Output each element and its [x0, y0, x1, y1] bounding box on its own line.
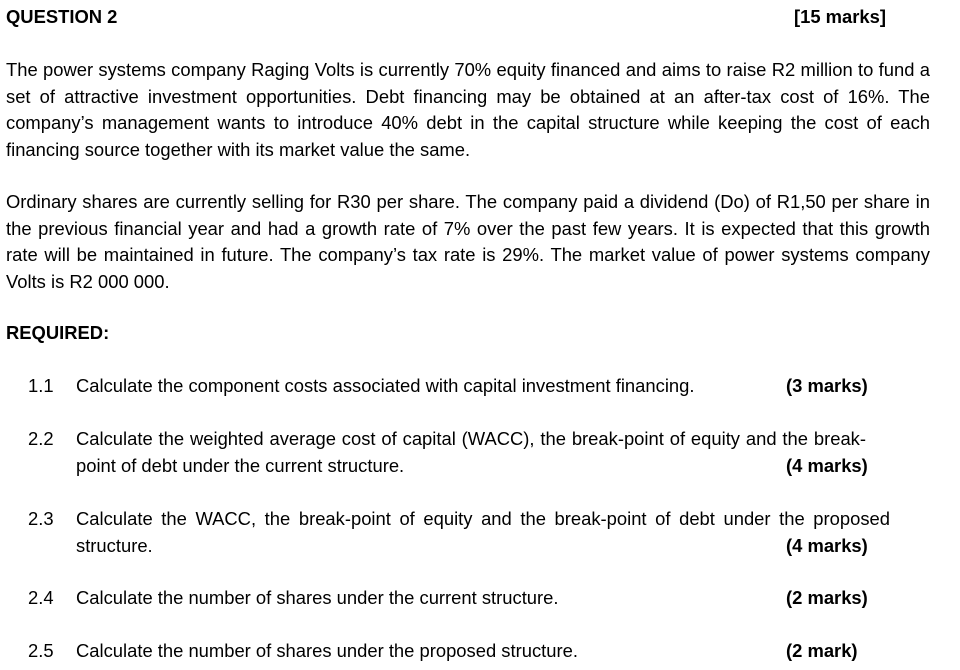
item-marks: (2 marks)	[786, 587, 868, 608]
item-marks: (3 marks)	[786, 375, 868, 396]
required-item-2-2	[28, 426, 890, 480]
scenario-paragraph-1: The power systems company Raging Volts is currently 70% equity financed and aims to raise R2 million to fund a set of attractive investment opportunities. Debt financing may be obtained at an after-tax cost of 16%. The company’s management wants to introduce 40% debt in the capital structure while keeping the cost of each financing source together with its market value the same.	[6, 59, 930, 160]
item-number: 2.2	[28, 428, 54, 449]
required-item-2-5	[28, 638, 890, 665]
required-item-1-1	[28, 373, 890, 400]
item-number: 2.3	[28, 508, 54, 529]
item-text: Calculate the WACC, the break-point of equity and the break-point of debt under the proposed structure.	[76, 508, 890, 556]
item-marks: (4 marks)	[786, 534, 868, 556]
item-text: Calculate the number of shares under the current structure.	[76, 587, 559, 608]
item-text: Calculate the number of shares under the proposed structure.	[76, 640, 578, 661]
required-item-2-3	[28, 506, 890, 560]
scenario-paragraph-2: Ordinary shares are currently selling for R30 per share. The company paid a dividend (Do) of R1,50 per share in the previous financial year and had a growth rate of 7% over the past few years. It is expected that this growth rate will be maintained in future. The company’s tax rate is 29%. The market value of power systems company Volts is R2 000 000.	[6, 191, 930, 292]
required-item-2-4	[28, 585, 890, 612]
required-heading: REQUIRED:	[6, 322, 110, 343]
item-marks: (4 marks)	[786, 454, 868, 476]
item-number: 2.5	[28, 640, 54, 661]
question-header	[6, 6, 886, 28]
item-marks: (2 mark)	[786, 640, 858, 661]
item-text: Calculate the component costs associated with capital investment financing.	[76, 375, 695, 396]
total-marks: [15 marks]	[793, 6, 886, 27]
item-number: 2.4	[28, 587, 54, 608]
question-title: QUESTION 2	[6, 6, 118, 27]
item-text: Calculate the weighted average cost of capital (WACC), the break-point of equity and the break-point of debt under the current structure.	[76, 428, 866, 476]
item-number: 1.1	[28, 375, 54, 396]
